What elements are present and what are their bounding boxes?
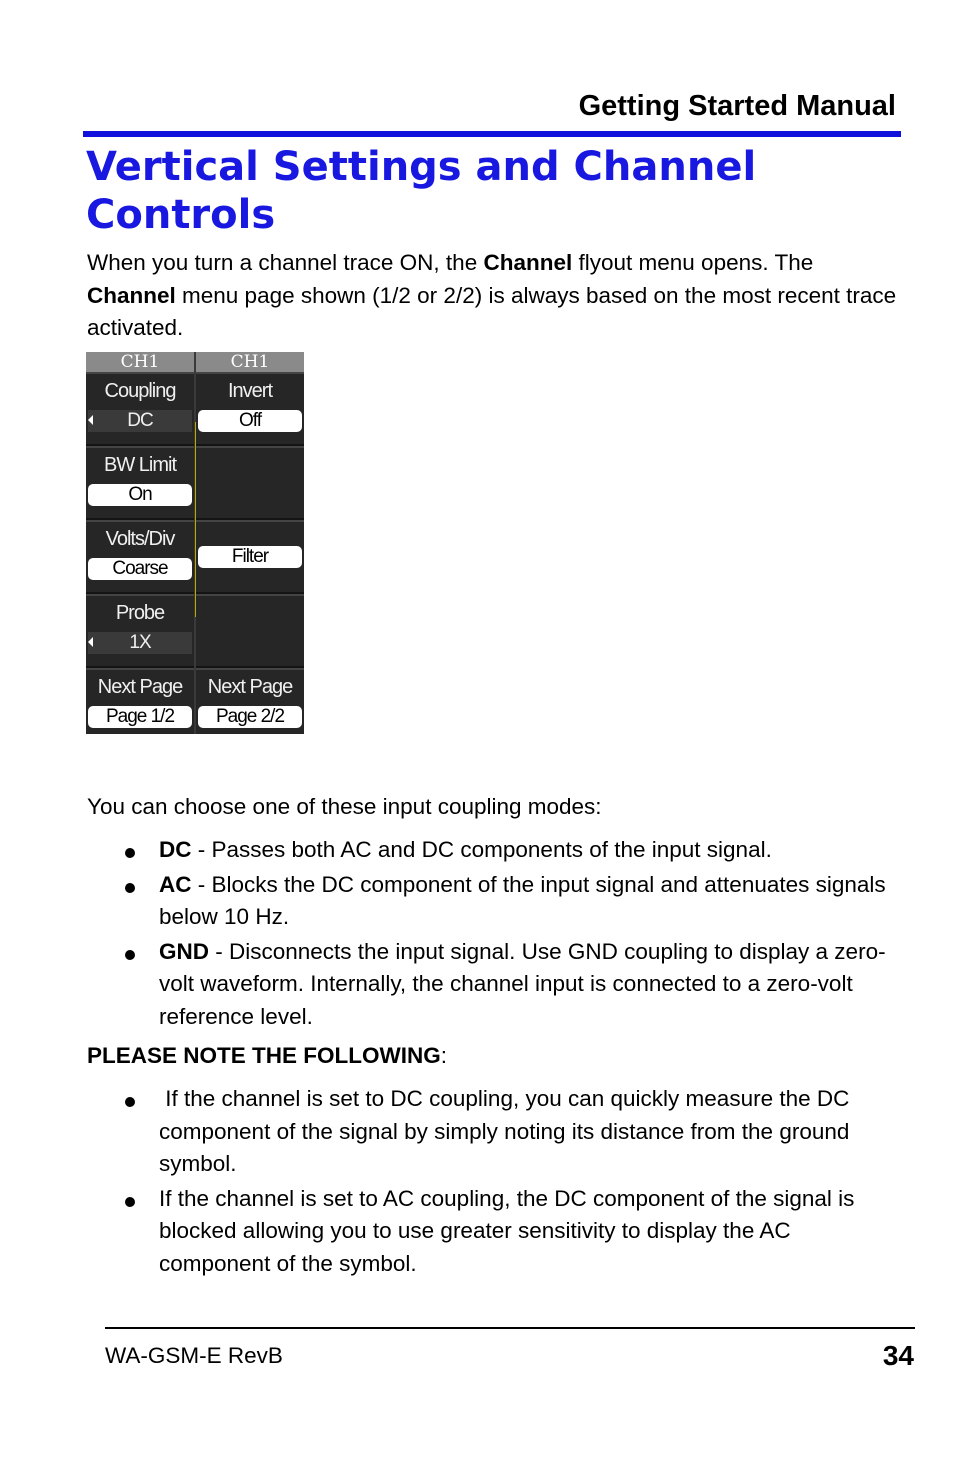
left-arrow-icon [88,637,93,647]
softkey-invert-value: Off [198,410,302,432]
note-text: If the channel is set to DC coupling, you can quickly measure the DC component of the signal by simply noting its distance from the ground symbol. [159,1086,856,1176]
note-text: If the channel is set to AC coupling, the DC component of the signal is blocked allowing you to use greater sensitivity to display the AC component of the symbol. [159,1185,855,1276]
softkey-next-page-1-value: Page 1/2 [88,706,192,728]
softkey-next-page-1-label: Next Page [97,676,183,698]
intro-text-1: When you turn a channel trace ON, the [87,250,484,275]
softkey-coupling-label: Coupling [104,380,176,402]
list-item [159,1083,899,1181]
softkey-probe-value: 1X [88,632,192,654]
coupling-intro: You can choose one of these input coupling modes: [87,794,602,819]
softkey-probe[interactable] [86,594,194,666]
softkey-bw-limit-value: On [88,484,192,506]
page-title: Vertical Settings and Channel Controls [86,144,757,238]
bullet-icon [125,1197,135,1207]
header-title: Getting Started Manual [578,90,896,122]
softkey-coupling[interactable] [86,372,194,444]
softkey-filter-value: Filter [198,546,302,568]
softkey-next-page-2-label: Next Page [207,676,293,698]
intro-text-2: flyout menu opens. The [572,250,814,275]
menu-column-page-1 [86,352,194,734]
softkey-volts-div-label: Volts/Div [105,528,175,550]
softkey-empty-2 [196,594,304,666]
list-item [159,834,899,867]
intro-bold-channel-1: Channel [483,250,573,275]
intro-paragraph [87,247,907,345]
coupling-term: GND [159,938,209,964]
note-heading-colon: : [440,1043,448,1068]
note-heading [87,1040,447,1073]
list-item [159,1183,899,1281]
note-heading-text: PLEASE NOTE THE FOLLOWING [87,1043,441,1068]
coupling-desc: - Blocks the DC component of the input signal and attenuates signals below 10 Hz. [159,871,886,929]
scope-channel-menu [86,352,304,734]
left-arrow-icon [88,415,93,425]
coupling-desc: - Passes both AC and DC components of the input signal. [191,837,772,862]
softkey-bw-limit-label: BW Limit [104,454,176,476]
softkey-volts-div-value: Coarse [88,558,192,580]
softkey-empty-1 [196,446,304,518]
coupling-mode-list [159,834,899,1035]
softkey-coupling-value: DC [88,410,192,432]
intro-text-3: menu page shown (1/2 or 2/2) is always based on the most recent trace activated. [87,282,897,340]
page-number: 34 [882,1340,914,1371]
menu-column-page-2 [196,352,304,734]
list-item [159,869,899,934]
softkey-invert-label: Invert [227,380,273,402]
softkey-next-page-2-value: Page 2/2 [198,706,302,728]
intro-bold-channel-2: Channel [87,282,176,308]
footer-doc-id: WA-GSM-E RevB [105,1343,283,1368]
list-item [159,936,899,1034]
softkey-probe-label: Probe [115,602,165,624]
menu-header-ch1: CH1 [86,352,194,372]
softkey-volts-div[interactable] [86,520,194,592]
softkey-invert[interactable] [196,372,304,444]
softkey-bw-limit[interactable] [86,446,194,518]
footer-rule [105,1327,915,1329]
bullet-icon [125,1097,135,1107]
note-list [159,1083,899,1282]
bullet-icon [125,848,135,858]
coupling-desc: - Disconnects the input signal. Use GND coupling to display a zero-volt waveform. Internally, the channel input is connected to a zero-volt reference level. [159,938,886,1029]
coupling-term: AC [159,871,192,897]
coupling-term: DC [159,837,192,862]
menu-header-ch1-page-2: CH1 [196,352,304,372]
bullet-icon [125,950,135,960]
header-rule [83,131,901,137]
softkey-filter[interactable] [196,520,304,592]
bullet-icon [125,883,135,893]
softkey-next-page-1[interactable] [86,668,194,734]
softkey-next-page-2[interactable] [196,668,304,734]
